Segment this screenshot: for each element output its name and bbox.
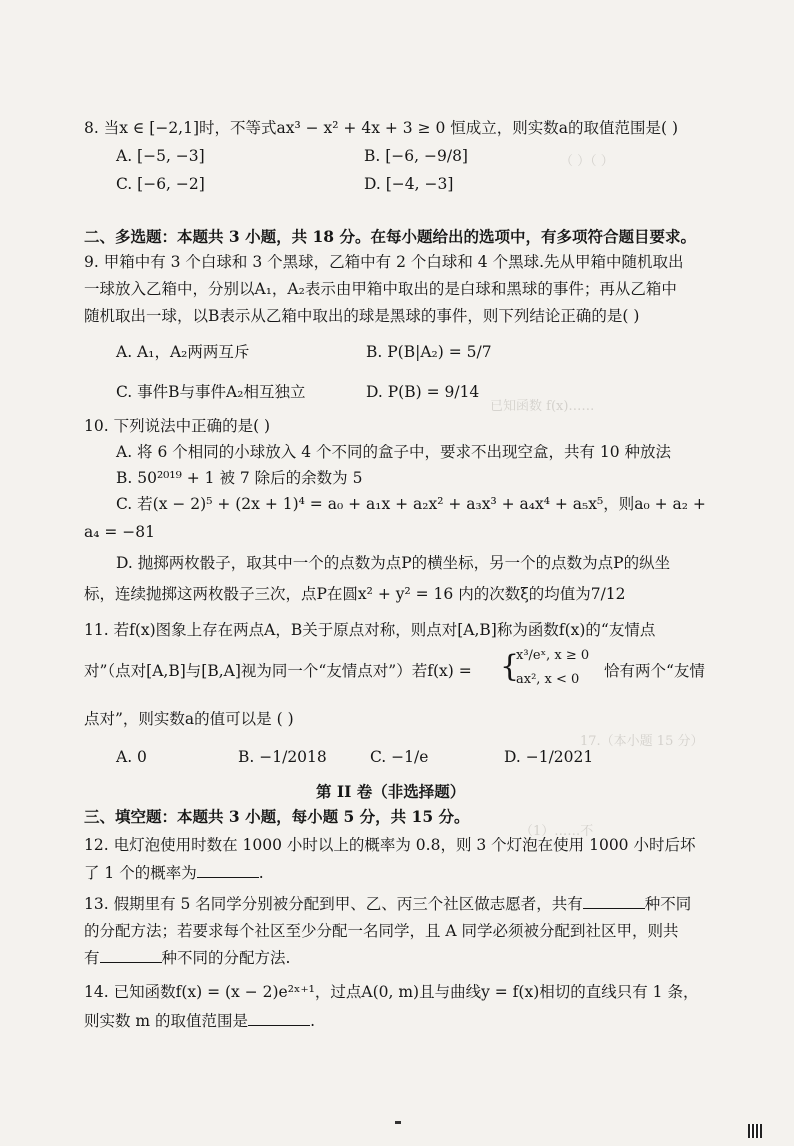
answer-blank xyxy=(197,863,259,878)
q11-line-2b: 恰有两个“友情 xyxy=(604,662,705,680)
q11-option-a: A. 0 xyxy=(116,748,147,766)
bleed-through-text: （1）……不 xyxy=(520,824,594,839)
section2-title: 二、多选题：本题共 3 小题，共 18 分。在每小题给出的选项中，有多项符合题目要求。 xyxy=(84,227,696,246)
bleed-through-text: （ ）（ ） xyxy=(560,154,614,169)
qr-code-icon xyxy=(748,1124,762,1138)
answer-blank xyxy=(248,1011,310,1026)
q9-line-2: 一球放入乙箱中，分别以A₁，A₂表示由甲箱中取出的是白球和黑球的事件；再从乙箱中 xyxy=(84,280,677,298)
q11-line-3: 点对”，则实数a的值可以是 ( ) xyxy=(84,710,294,728)
answer-blank xyxy=(100,948,162,963)
q11-option-c: C. −1/e xyxy=(370,748,429,766)
q9-line-1: 9. 甲箱中有 3 个白球和 3 个黑球，乙箱中有 2 个白球和 4 个黑球.先从甲箱中随机取出 xyxy=(84,253,684,271)
q8-option-c: C. [−6, −2] xyxy=(116,175,205,193)
q10-option-c: C. 若(x − 2)⁵ + (2x + 1)⁴ = a₀ + a₁x + a₂x² + a₃x³ + a₄x⁴ + a₅x⁵，则a₀ + a₂ + xyxy=(116,495,706,513)
q11-option-b: B. −1/2018 xyxy=(238,748,327,766)
q13-line-1: 13. 假期里有 5 名同学分别被分配到甲、乙、丙三个社区做志愿者，共有 种不同 xyxy=(84,895,692,913)
q10-stem: 10. 下列说法中正确的是( ) xyxy=(84,417,271,435)
q10-option-d-cont: 标，连续抛掷这两枚骰子三次，点P在圆x² + y² = 16 内的次数ξ的均值为7/12 xyxy=(84,585,626,603)
q8-option-d: D. [−4, −3] xyxy=(364,175,454,193)
q9-line-3: 随机取出一球，以B表示从乙箱中取出的球是黑球的事件，则下列结论正确的是( ) xyxy=(84,307,640,325)
q9-option-b: B. P(B|A₂) = 5/7 xyxy=(366,343,492,361)
bleed-through-text: 17.（本小题 15 分） xyxy=(580,734,704,749)
q11-line-1: 11. 若f(x)图象上存在两点A，B关于原点对称，则点对[A,B]称为函数f(x)的“友情点 xyxy=(84,621,656,639)
page-mark xyxy=(395,1121,401,1124)
answer-blank xyxy=(583,894,645,909)
q12-line-1: 12. 电灯泡使用时数在 1000 小时以上的概率为 0.8，则 3 个灯泡在使用 1000 小时后坏 xyxy=(84,836,696,854)
q14-line-2: 则实数 m 的取值范围是 . xyxy=(84,1012,315,1030)
q10-option-d: D. 抛掷两枚骰子，取其中一个的点数为点P的横坐标，另一个的点数为点P的纵坐 xyxy=(116,554,671,572)
q10-option-a: A. 将 6 个相同的小球放入 4 个不同的盒子中，要求不出现空盒，共有 10 种放法 xyxy=(116,443,672,461)
q8-stem: 8. 当x ∈ [−2,1]时，不等式ax³ − x² + 4x + 3 ≥ 0 恒成立，则实数a的取值范围是( ) xyxy=(84,119,679,137)
q11-line-2: 对”（点对[A,B]与[B,A]视为同一个“友情点对”）若f(x) = xyxy=(84,662,472,680)
q13-line-3: 有 种不同的分配方法. xyxy=(84,949,291,967)
q13-line-2: 的分配方法；若要求每个社区至少分配一名同学，且 A 同学必须被分配到社区甲，则共 xyxy=(84,922,679,940)
section3-title: 三、填空题：本题共 3 小题，每小题 5 分，共 15 分。 xyxy=(84,807,470,826)
part2-title: 第 II 卷（非选择题） xyxy=(316,782,466,801)
q10-option-c-cont: a₄ = −81 xyxy=(84,523,156,541)
q8-option-a: A. [−5, −3] xyxy=(116,147,205,165)
q9-option-d: D. P(B) = 9/14 xyxy=(366,383,480,401)
q14-line-1: 14. 已知函数f(x) = (x − 2)e²ˣ⁺¹，过点A(0, m)且与曲线y = f(x)相切的直线只有 1 条， xyxy=(84,983,699,1001)
q10-option-b: B. 50²⁰¹⁹ + 1 被 7 除后的余数为 5 xyxy=(116,469,363,487)
bleed-through-text: 已知函数 f(x)…… xyxy=(490,399,595,414)
q12-line-2: 了 1 个的概率为 . xyxy=(84,864,264,882)
q11-piece-bottom: ax², x < 0 xyxy=(516,672,580,687)
q11-option-d: D. −1/2021 xyxy=(504,748,594,766)
q8-option-b: B. [−6, −9/8] xyxy=(364,147,468,165)
q9-option-a: A. A₁，A₂两两互斥 xyxy=(116,343,250,361)
q11-piece-top: x³/eˣ, x ≥ 0 xyxy=(516,648,590,663)
piecewise-brace: { xyxy=(500,649,520,684)
q9-option-c: C. 事件B与事件A₂相互独立 xyxy=(116,383,306,401)
